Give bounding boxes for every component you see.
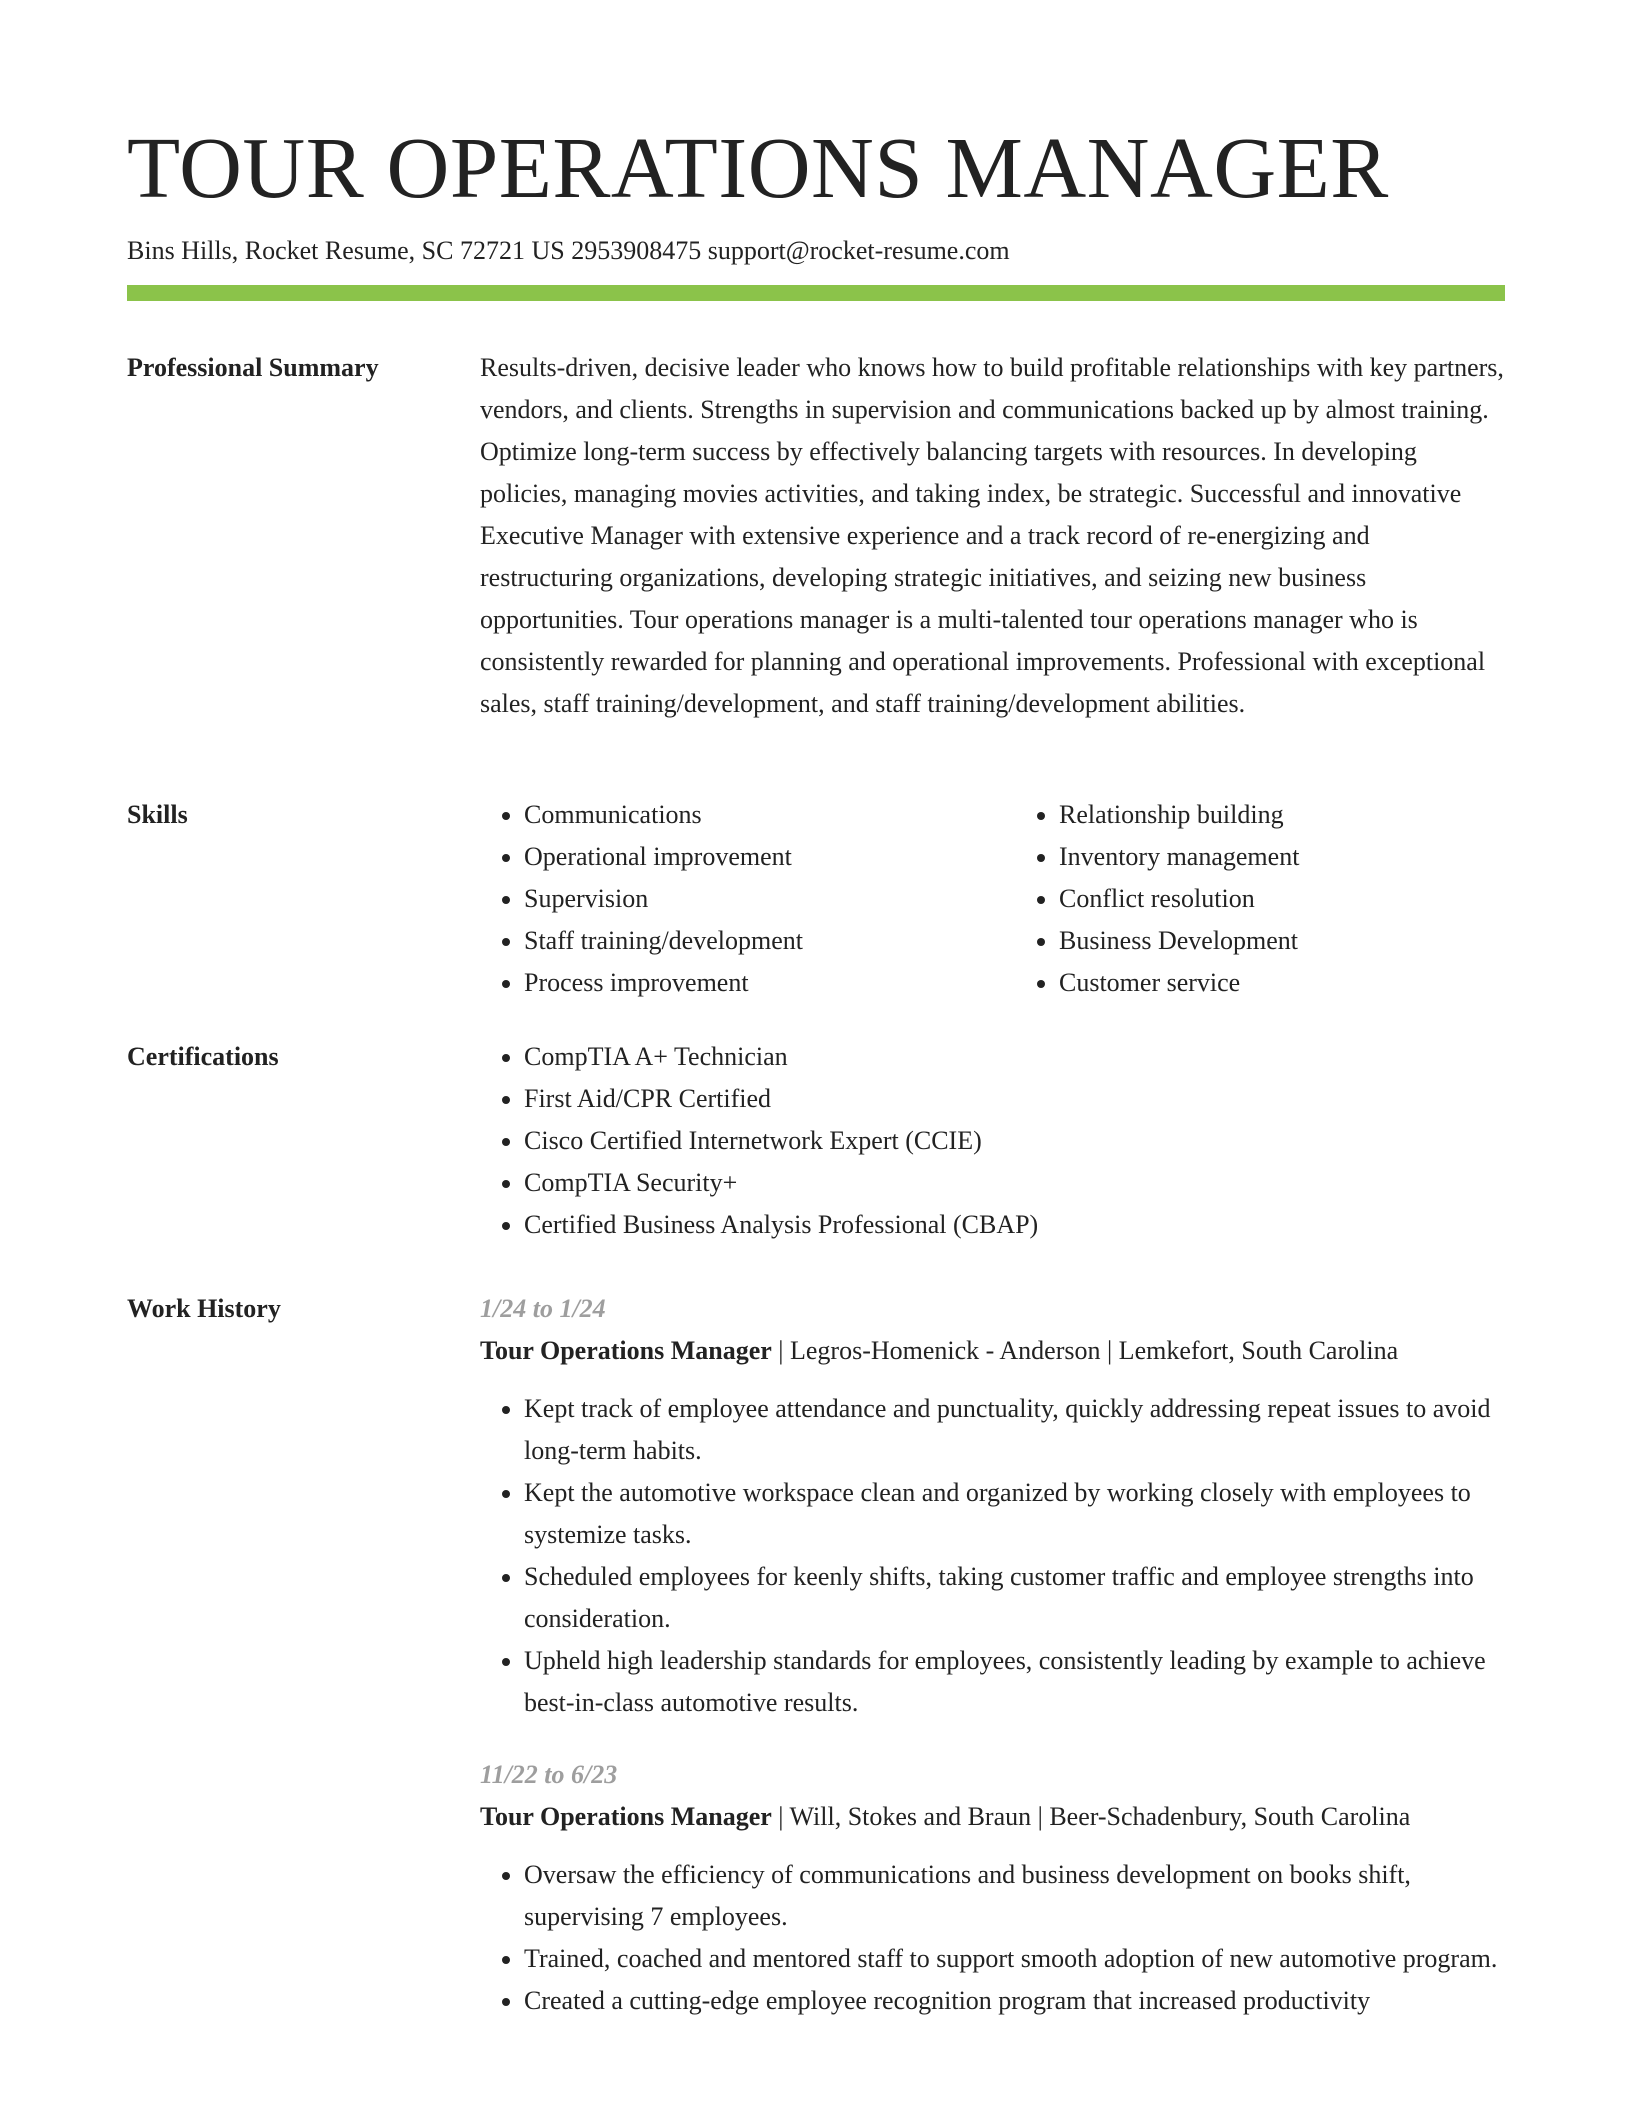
job-bullet: • Oversaw the efficiency of communications and business development on books shift, supervising 7 employees. (524, 1854, 1505, 1938)
certification-item: • Cisco Certified Internetwork Expert (CCIE) (524, 1120, 1505, 1162)
skills-section (127, 794, 1505, 1004)
job-bullets (480, 1854, 1505, 2022)
job-title: Tour Operations Manager (480, 1802, 772, 1831)
professional-summary-section (127, 347, 1505, 725)
contact-email: support@rocket-resume.com (707, 236, 1010, 265)
job-entry (480, 1288, 1505, 1724)
resume-header (127, 118, 1505, 268)
job-heading (480, 1330, 1505, 1372)
contact-phone: 2953908475 (571, 236, 702, 265)
job-bullet: • Trained, coached and mentored staff to support smooth adoption of new automotive program. (524, 1938, 1505, 1980)
certification-item: • CompTIA Security+ (524, 1162, 1505, 1204)
skills-grid (480, 794, 1505, 1004)
skills-column-1 (480, 794, 970, 1004)
skills-column-2 (1015, 794, 1505, 1004)
certifications-body (480, 1036, 1505, 1246)
skill-item: • Relationship building (1059, 794, 1505, 836)
job-details: | Will, Stokes and Braun | Beer-Schadenbury, South Carolina (771, 1802, 1411, 1831)
skill-item: • Operational improvement (524, 836, 970, 878)
job-bullet: • Scheduled employees for keenly shifts, taking customer traffic and employee strengths into consideration. (524, 1556, 1505, 1640)
job-heading (480, 1796, 1505, 1838)
job-details: | Legros-Homenick - Anderson | Lemkefort, South Carolina (771, 1336, 1399, 1365)
certifications-section (127, 1036, 1505, 1246)
work-history-section (127, 1288, 1505, 2022)
job-dates: 11/22 to 6/23 (480, 1760, 618, 1789)
skill-item: • Staff training/development (524, 920, 970, 962)
skill-item: • Conflict resolution (1059, 878, 1505, 920)
certification-item: • First Aid/CPR Certified (524, 1078, 1505, 1120)
skill-item: • Supervision (524, 878, 970, 920)
contact-line (127, 234, 1505, 268)
contact-address: Bins Hills, Rocket Resume, SC 72721 US (127, 236, 565, 265)
certifications-list (480, 1036, 1505, 1246)
certification-item: • Certified Business Analysis Professional (CBAP) (524, 1204, 1505, 1246)
skill-item: • Customer service (1059, 962, 1505, 1004)
skill-item: • Inventory management (1059, 836, 1505, 878)
summary-body (480, 347, 1505, 725)
section-title-summary: Professional Summary (127, 353, 379, 382)
skill-item: • Business Development (1059, 920, 1505, 962)
resume-name: TOUR OPERATIONS MANAGER (127, 119, 1389, 216)
job-title: Tour Operations Manager (480, 1336, 772, 1365)
job-bullet: • Created a cutting-edge employee recognition program that increased productivity (524, 1980, 1505, 2022)
section-title-skills: Skills (127, 800, 188, 829)
job-entry (480, 1754, 1505, 2022)
summary-text: Results-driven, decisive leader who knows how to build profitable relationships with key partners, vendors, and clients. Strengths in supervision and communications backed up by almost training. Optimize long-term success by effectively balancing targets with resources. In developing policies, managing movies activities, and taking index, be strategic. Successful and innovative Executive Manager with extensive experience and a track record of re-energizing and restructuring organizations, developing strategic initiatives, and seizing new business opportunities. Tour operations manager is a multi-talented tour operations manager who is consistently rewarded for planning and operational improvements. Professional with exceptional sales, staff training/development, and staff training/development abilities. (480, 353, 1504, 718)
job-dates: 1/24 to 1/24 (480, 1294, 606, 1323)
section-title-certifications: Certifications (127, 1042, 279, 1071)
skill-item: • Communications (524, 794, 970, 836)
job-bullet: • Upheld high leadership standards for employees, consistently leading by example to achieve best-in-class automotive results. (524, 1640, 1505, 1724)
job-bullets (480, 1388, 1505, 1724)
job-bullet: • Kept the automotive workspace clean and organized by working closely with employees to systemize tasks. (524, 1472, 1505, 1556)
skill-item: • Process improvement (524, 962, 970, 1004)
section-title-work-history: Work History (127, 1294, 281, 1323)
work-history-body (480, 1288, 1505, 2022)
job-bullet: • Kept track of employee attendance and punctuality, quickly addressing repeat issues to avoid long-term habits. (524, 1388, 1505, 1472)
certification-item: • CompTIA A+ Technician (524, 1036, 1505, 1078)
accent-divider (127, 285, 1505, 301)
